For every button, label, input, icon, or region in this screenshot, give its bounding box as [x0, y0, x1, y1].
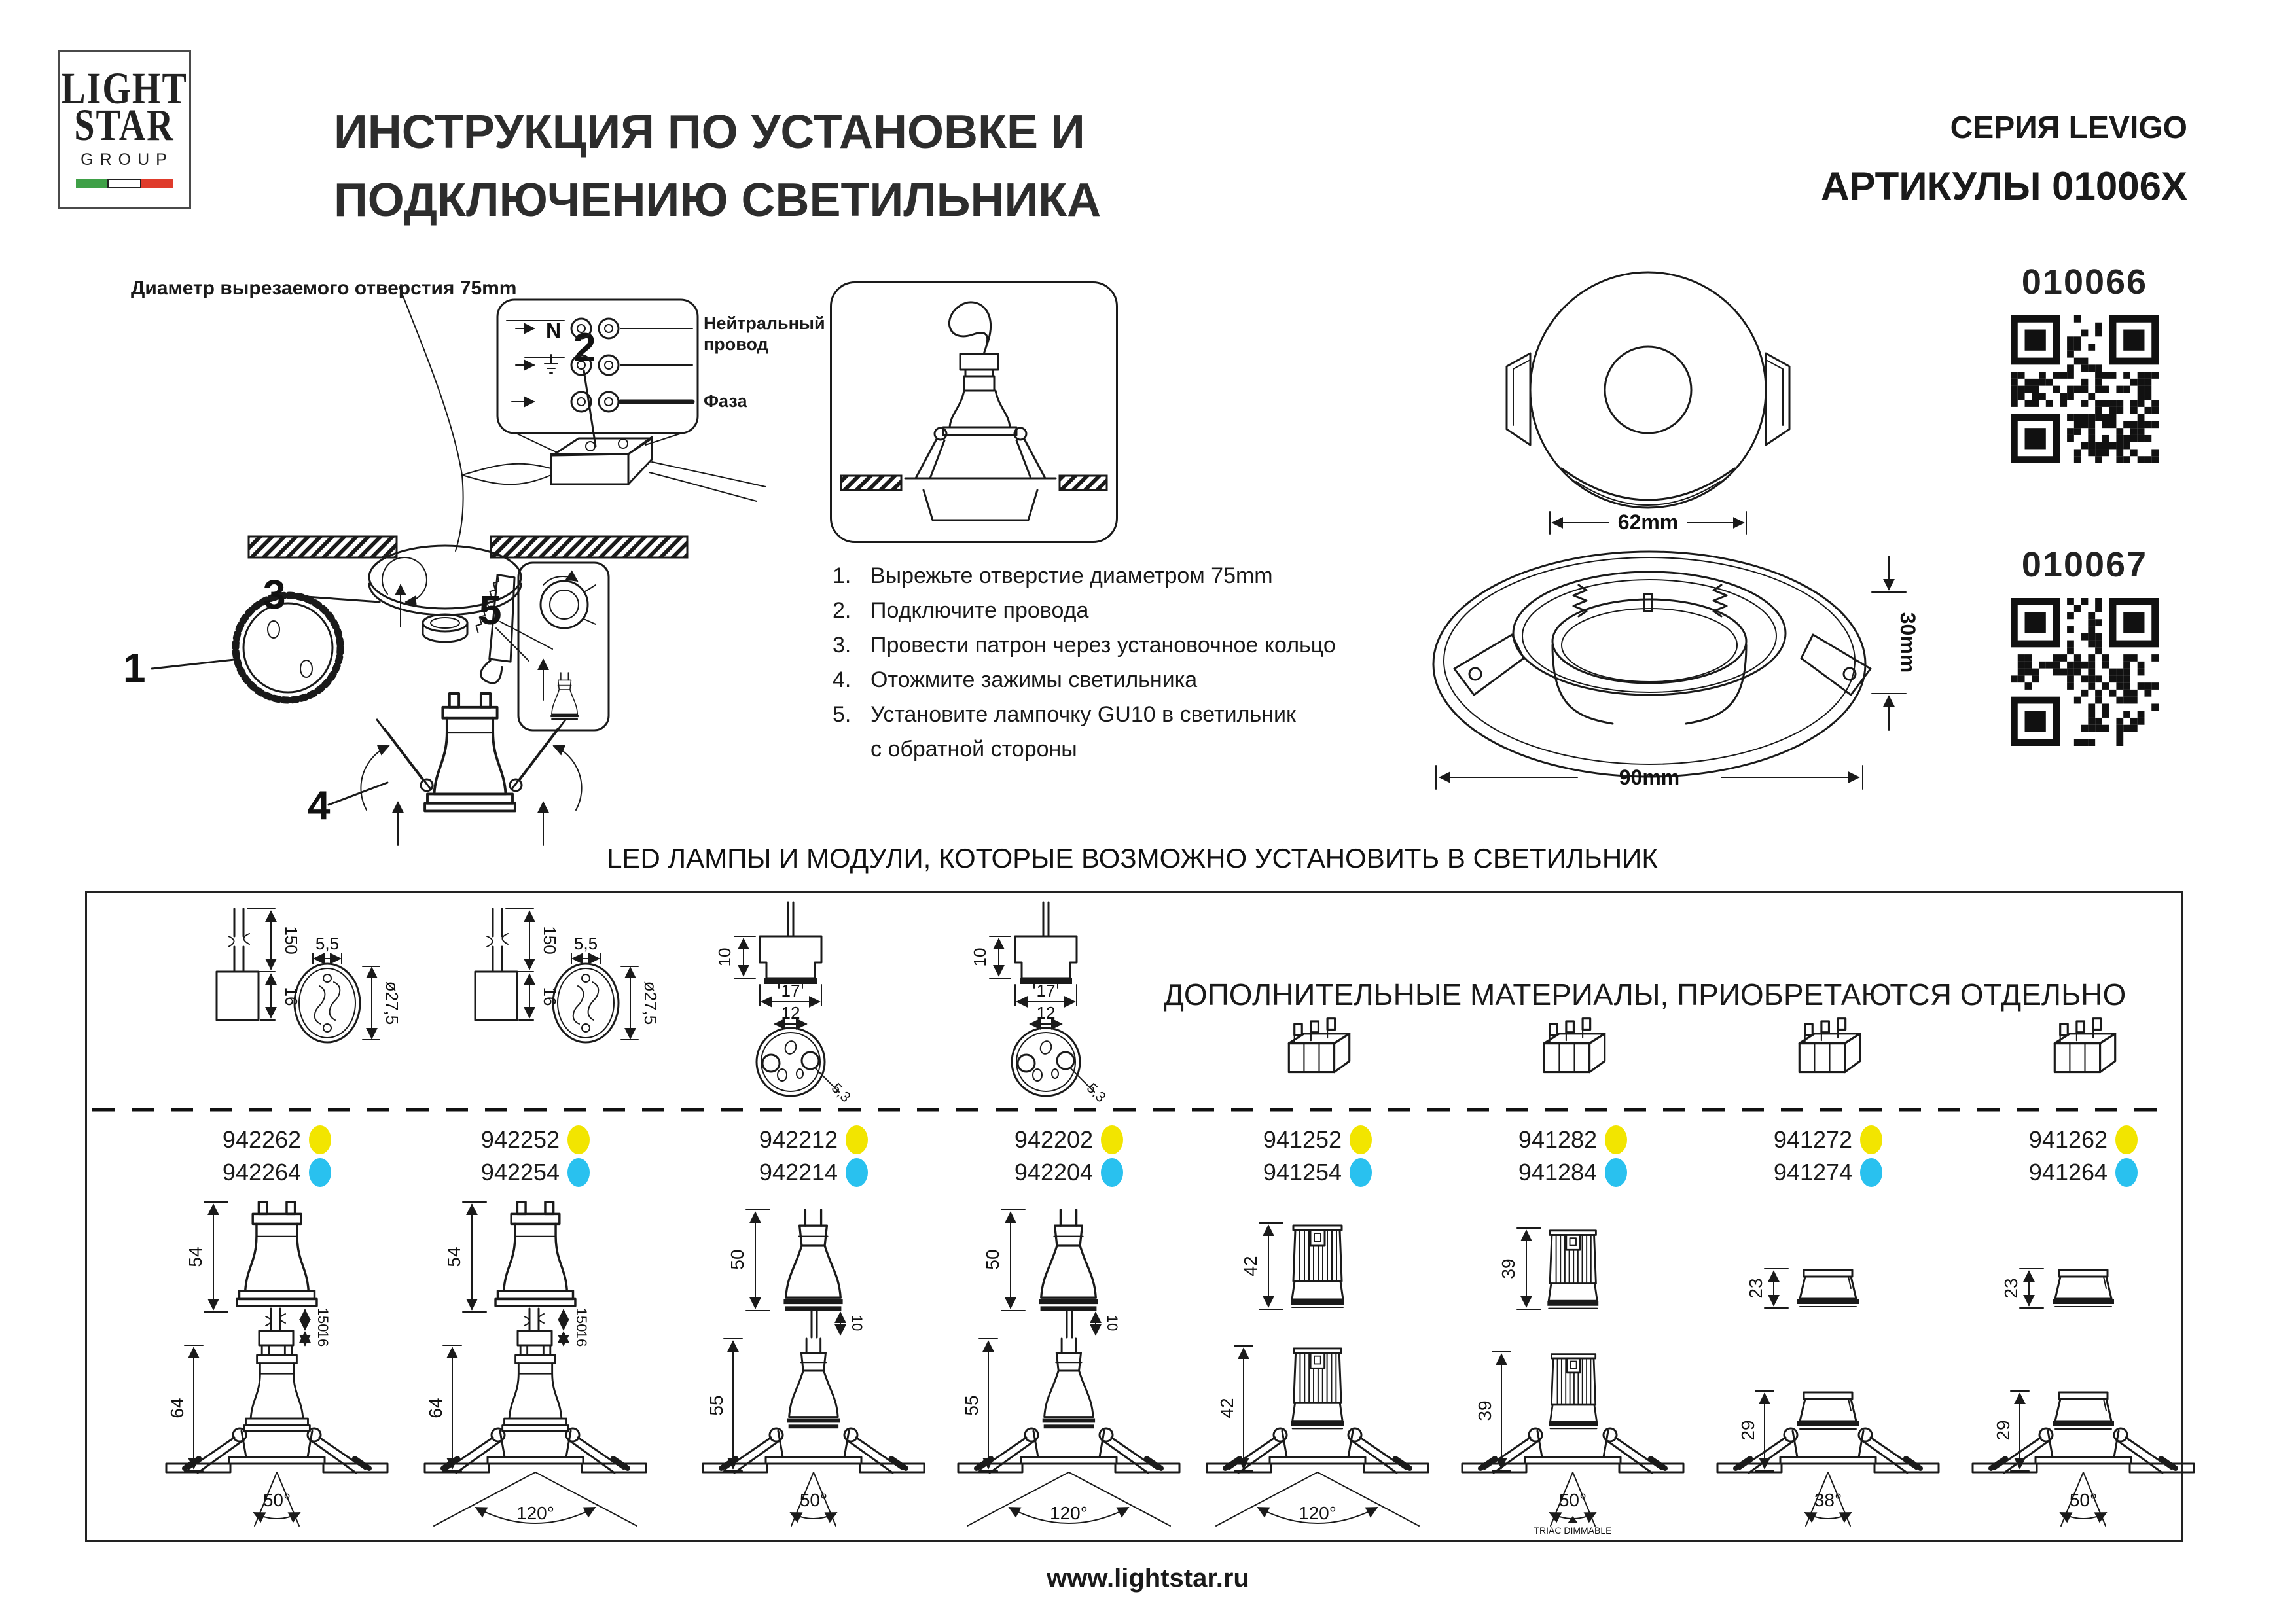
terminal-callout [497, 300, 698, 453]
fixture-section-drawing [832, 283, 1116, 541]
hole-saw-icon [236, 595, 340, 700]
part-number: 942202 [1014, 1126, 1094, 1153]
cool-color-dot [567, 1158, 590, 1187]
part-numbers [692, 1123, 935, 1189]
step-item [833, 632, 1408, 658]
step-text: Отожмите зажимы светильника [870, 667, 1198, 692]
logo-text: LIGHT [61, 64, 188, 114]
dim-label: 5,5 [315, 934, 340, 953]
step-text: Вырежьте отверстие диаметром 75mm [870, 563, 1273, 588]
terminal-n-label: N [546, 319, 562, 342]
beam-angle-label: 120° [516, 1503, 554, 1523]
dim-label: 50 [727, 1249, 747, 1270]
dim-label: 54 [444, 1246, 464, 1267]
led-section-title: LED ЛАМПЫ И МОДУЛИ, КОТОРЫЕ ВОЗМОЖНО УСТАНОВИТЬ В СВЕТИЛЬНИК [607, 843, 1658, 874]
step-item [833, 701, 1408, 728]
dim-label: 50 [982, 1249, 1003, 1270]
installed-fixture-drawing [1962, 1309, 2204, 1538]
step-number: 4. [833, 667, 852, 692]
italian-flag-icon [76, 179, 173, 188]
part-numbers [1196, 1123, 1439, 1189]
qr-code-010066 [2011, 315, 2159, 463]
cool-color-dot [1350, 1158, 1372, 1187]
cool-color-dot [2115, 1158, 2138, 1187]
dim-label: 10 [715, 947, 734, 967]
dim-label: ø27,5 [382, 981, 402, 1025]
page-title [334, 98, 1101, 234]
dim-label: 10 [970, 947, 990, 967]
mr16-socket-drawing [948, 898, 1190, 1108]
connector-block-icon [551, 437, 652, 484]
installed-fixture-drawing [156, 1309, 398, 1538]
step-item [833, 667, 1408, 693]
dim-label: 39 [1498, 1258, 1518, 1279]
dim-label: 16 [281, 987, 301, 1006]
dim-label: 42 [1240, 1256, 1261, 1277]
beam-angle-label: 38° [1814, 1490, 1842, 1510]
gu10-socket-drawing [414, 898, 660, 1108]
page-title-line1: ИНСТРУКЦИЯ ПО УСТАНОВКЕ И [334, 106, 1085, 158]
step-text: Провести патрон через установочное кольцо [870, 633, 1336, 658]
gu10-lamp-icon [425, 694, 515, 811]
part-number: 942212 [759, 1126, 838, 1153]
lamp-column-1 [156, 893, 402, 1538]
step-number: 1. [833, 563, 852, 588]
dim-label: 5,5 [573, 934, 598, 953]
gu10-socket-drawing [156, 898, 402, 1108]
lamps-table [85, 891, 2183, 1542]
cool-color-dot [309, 1158, 331, 1187]
logo-text: STAR [74, 101, 175, 150]
dim-label: 5,3 [1083, 1080, 1109, 1106]
dim-label: 55 [961, 1395, 982, 1416]
neutral-wire-label: Нейтральный провод [704, 313, 825, 354]
step-marker-4: 4 [308, 783, 331, 828]
fixture-section-frame [830, 281, 1118, 543]
step-item [833, 597, 1408, 624]
part-number: 941284 [1518, 1159, 1598, 1186]
part-number: 941264 [2028, 1159, 2108, 1186]
step-text: Подключите провода [870, 598, 1089, 623]
step-item [833, 563, 1408, 589]
step-marker-1: 1 [123, 646, 146, 691]
warm-color-dot [1350, 1125, 1372, 1154]
cool-color-dot [1860, 1158, 1882, 1187]
lamp-column-4 [948, 893, 1190, 1538]
warm-color-dot [1860, 1125, 1882, 1154]
dim-label: 17 [1036, 981, 1056, 1000]
mounting-ring-icon [423, 614, 467, 642]
dim-label: 64 [167, 1398, 187, 1419]
beam-angle-label: 120° [1299, 1503, 1336, 1523]
part-numbers [1707, 1123, 1949, 1189]
part-number: 942262 [222, 1126, 302, 1153]
part-number: 941252 [1263, 1126, 1342, 1153]
lamp-column-7 [1707, 893, 1949, 1538]
dim-label: 150 [540, 926, 560, 955]
dim-label: 10 [849, 1315, 865, 1332]
step-text: с обратной стороны [870, 737, 1077, 762]
footer [0, 1564, 2296, 1593]
dim-label: 42 [1217, 1398, 1237, 1419]
cool-color-dot [846, 1158, 868, 1187]
dim-label: 55 [706, 1395, 726, 1416]
website-link[interactable]: www.lightstar.ru [1047, 1564, 1249, 1593]
dim-label: 29 [1993, 1420, 2013, 1441]
warm-color-dot [846, 1125, 868, 1154]
dim-label: 150 [281, 926, 301, 955]
dim-label: 16 [540, 987, 560, 1006]
instruction-steps [833, 563, 1408, 771]
side-width-dim: 90mm [1619, 766, 1680, 789]
article-number-010066: 010066 [2021, 262, 2148, 302]
series-label: СЕРИЯ LEVIGO [1950, 111, 2187, 145]
logo-text: GROUP [81, 150, 173, 169]
step-marker-3: 3 [263, 573, 286, 618]
article-number-010067: 010067 [2021, 545, 2148, 584]
connector-drawing [1452, 898, 1694, 1108]
step-item-continuation [833, 736, 1408, 762]
installation-diagram [92, 281, 864, 857]
beam-angle-label: 120° [1050, 1503, 1088, 1523]
lamp-column-6 [1452, 893, 1694, 1538]
connector-drawing [1962, 898, 2204, 1108]
step-number: 2. [833, 598, 852, 623]
step-number: 5. [833, 702, 852, 727]
rear-insert-inset [518, 563, 609, 730]
part-number: 941274 [1773, 1159, 1853, 1186]
triac-dimmable-label: TRIAC DIMMABLE [1534, 1525, 1612, 1536]
beam-angle-label: 50° [2069, 1490, 2098, 1510]
dim-label: 39 [1475, 1400, 1495, 1421]
dim-label: 64 [425, 1398, 446, 1419]
dim-label: 16 [573, 1330, 590, 1347]
warm-color-dot [567, 1125, 590, 1154]
installed-fixture-drawing [1707, 1309, 1949, 1538]
dim-label: 54 [185, 1246, 206, 1267]
dim-label: 10 [1104, 1315, 1121, 1332]
extras-section-title: ДОПОЛНИТЕЛЬНЫЕ МАТЕРИАЛЫ, ПРИОБРЕТАЮТСЯ ОТДЕЛЬНО [1163, 978, 2126, 1012]
part-numbers [1452, 1123, 1694, 1189]
dim-label: 12 [1036, 1003, 1056, 1023]
dim-label: 150 [315, 1307, 331, 1332]
part-numbers [1962, 1123, 2204, 1189]
part-number: 941254 [1263, 1159, 1342, 1186]
connector-drawing [1196, 898, 1439, 1108]
part-number: 942264 [222, 1159, 302, 1186]
hole-diameter-note: Диаметр вырезаемого отверстия 75mm [131, 277, 517, 299]
mr16-socket-drawing [692, 898, 935, 1108]
lamp-column-2 [414, 893, 660, 1538]
part-number: 942254 [480, 1159, 560, 1186]
step-text: Установите лампочку GU10 в светильник [870, 702, 1296, 727]
warm-color-dot [1101, 1125, 1123, 1154]
phase-wire-label: Фаза [704, 391, 747, 411]
part-number: 942214 [759, 1159, 838, 1186]
fixture-side-view [1414, 517, 1920, 805]
installed-fixture-drawing [1196, 1309, 1439, 1538]
beam-angle-label: 50° [799, 1490, 828, 1510]
step-marker-5: 5 [479, 588, 502, 633]
fixture-front-view [1473, 262, 1839, 543]
dim-label: 16 [315, 1330, 331, 1347]
page-title-line2: ПОДКЛЮЧЕНИЮ СВЕТИЛЬНИКА [334, 174, 1102, 226]
dim-label: 17 [781, 981, 800, 1000]
step-number: 3. [833, 633, 852, 658]
beam-angle-label: 50° [262, 1490, 291, 1510]
warm-color-dot [1605, 1125, 1627, 1154]
front-width-dim: 62mm [1617, 510, 1679, 534]
dim-label: 23 [2001, 1278, 2021, 1299]
lamp-column-8 [1962, 893, 2204, 1538]
triac-icon [1568, 1516, 1578, 1523]
qr-code-010067 [2011, 598, 2159, 746]
dim-label: 29 [1738, 1420, 1758, 1441]
part-numbers [156, 1123, 398, 1189]
installed-fixture-drawing [1452, 1309, 1694, 1538]
dim-label: 5,3 [828, 1080, 854, 1106]
dim-label: ø27,5 [641, 981, 660, 1025]
side-height-dim: 30mm [1896, 612, 1920, 673]
dim-label: 12 [781, 1003, 800, 1023]
part-number: 942204 [1014, 1159, 1094, 1186]
warm-color-dot [2115, 1125, 2138, 1154]
part-number: 942252 [480, 1126, 560, 1153]
warm-color-dot [309, 1125, 331, 1154]
cool-color-dot [1605, 1158, 1627, 1187]
part-number: 941282 [1518, 1126, 1598, 1153]
beam-angle-label: 50° [1558, 1490, 1587, 1510]
dim-label: 23 [1746, 1278, 1766, 1299]
lamp-column-5 [1196, 893, 1439, 1538]
installed-fixture-drawing [414, 1309, 656, 1538]
installed-fixture-drawing [948, 1309, 1190, 1538]
step-marker-2: 2 [573, 325, 596, 370]
lightstar-logo [58, 50, 191, 209]
part-numbers [948, 1123, 1190, 1189]
part-number: 941262 [2028, 1126, 2108, 1153]
part-numbers [414, 1123, 656, 1189]
part-number: 941272 [1773, 1126, 1853, 1153]
installed-fixture-drawing [692, 1309, 935, 1538]
lamp-column-3 [692, 893, 935, 1538]
connector-drawing [1707, 898, 1949, 1108]
articles-label: АРТИКУЛЫ 01006X [1821, 164, 2187, 208]
dim-label: 150 [573, 1307, 590, 1332]
cool-color-dot [1101, 1158, 1123, 1187]
